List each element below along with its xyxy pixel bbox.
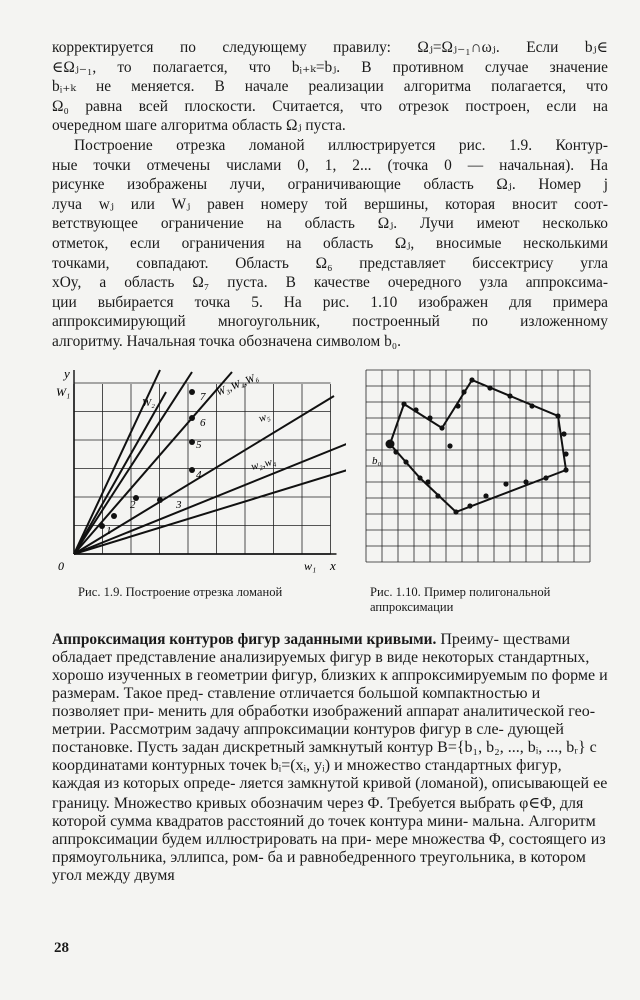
ray-label-w5: w₅ [257,409,272,425]
text-line: близких к аппроксимируемым по форме и размерам. Такое пред- [52,666,608,702]
text-line: луча wⱼ или Wⱼ равен номеру той вершины, которая вносит соот- [52,195,608,213]
text-line: для которой сумма квадратов расстояний до точек контура мини- [52,794,584,830]
text-line: ществами обладает представление анализируемых фигур в виде [52,630,571,666]
ray-label-w2: w₂,w₄ [249,454,278,473]
contour-point [189,415,195,421]
text-line: аппроксимирующий многоугольник, построенный по изложенному [52,313,608,331]
text-line: корректируется по следующему правилу: Ωⱼ=Ωⱼ₋₁∩ωⱼ. Если bⱼ∈ [52,39,608,56]
start-point-marker [386,439,395,448]
contour-point [487,385,492,390]
figure-1-10-diagram [360,366,608,576]
text-line: ба и равнобедренного треугольника, в котором угол между двумя [52,848,586,884]
page-content [52,38,608,901]
contour-point [189,389,195,395]
contour-point [189,467,195,473]
text-line: мере множества Φ, состоящего из прямоугольника, эллипса, ром- [52,830,606,866]
contour-point [417,475,422,480]
section-title-tail: Преиму- [440,630,499,648]
point-label-7: 7 [200,390,206,403]
contour-point [543,475,548,480]
ray-line [74,438,346,554]
contour-point [503,481,508,486]
ray-line [74,372,192,554]
ray-label-W2: W₂ [142,396,155,409]
point-label-2: 2 [130,498,136,511]
figure-1-10-grid [366,370,590,562]
contour-point [157,497,163,503]
contour-point [467,503,472,508]
contour-point [561,431,566,436]
text-line: ные точки отмечены числами 0, 1, 2... (точка 0 — начальная). На [52,156,608,174]
contour-point [413,407,418,412]
figure-1-9-rays [74,370,346,554]
contour-point [453,509,458,514]
point-label-5: 5 [196,438,202,451]
contour-point [403,459,408,464]
text-line: Построение отрезка ломаной иллюстрируется рис. 1.9. Контур- [74,136,608,154]
text-line: yᵢ) и множество стандартных фигур, каждая из которых опреде- [52,756,562,792]
page-number: 28 [54,940,69,956]
w1-x-label: w₁ [304,558,317,573]
point-label-3: 3 [176,498,182,511]
contour-point [555,413,560,418]
text-line: B={b₁, b₂, ..., bᵢ, ..., bᵣ} с координатами контурных точек bᵢ=(xᵢ, [52,738,597,774]
text-line: ции выбирается точка 5. На рис. 1.10 изображен для примера [52,293,608,311]
contour-point [425,479,430,484]
contour-point [483,493,488,498]
text-line: bᵢ₊ₖ не меняется. В начале реализации алгоритма полагается, что [52,78,608,96]
point-label-4: 4 [196,468,202,481]
paragraph-1 [52,38,608,136]
contour-point [435,493,440,498]
text-line: Множество кривых обозначим через Φ. Требуется выбрать φ∈Φ, [113,794,556,812]
figure-1-10 [360,366,608,615]
contour-point [455,403,460,408]
paragraph-2 [52,136,608,352]
start-point-label: b₀ [372,454,382,467]
text-line: метрии. Рассмотрим задачу аппроксимации контуров фигур в сле- [52,720,504,738]
contour-point [111,513,117,519]
contour-point [439,425,444,430]
figure-1-10-points [386,377,569,514]
contour-point [447,443,452,448]
text-line: ветствующее ограничение на область Ωⱼ. Лучи имеют несколько [52,215,608,233]
text-line: очередном шаге алгоритма область Ωⱼ пуста. [52,117,346,135]
contour-point [563,467,568,472]
contour-point [427,415,432,420]
text-line: отметок, если ограничения на область Ωⱼ, вносимые несколькими [52,234,608,252]
contour-point [393,449,398,454]
figure-1-9-diagram [56,366,346,576]
text-line: дующей постановке. Пусть задан дискретный замкнутый контур [52,720,564,756]
ray-label-W3: W₃,W₄,W₆ [214,370,261,399]
text-line: рисунке изображены лучи, ограничивающие область Ωⱼ. Номер j [52,176,608,194]
contour-point [189,439,195,445]
text-line: Ω₀ равна всей плоскости. Считается, что отрезок построен, если на [52,97,608,115]
text-line: ∈Ωⱼ₋₁, то полагается, что bᵢ₊ₖ=bⱼ. В противном случае значение [52,58,608,76]
contour-point [507,393,512,398]
contour-point [523,479,528,484]
contour-point [401,401,406,406]
text-line: xOy, а область Ω₇ пуста. В качестве очередного узла аппроксима- [52,274,608,292]
text-line: некоторых стандартных, хорошо изученных в геометрии фигур, [52,648,590,684]
axis-x-label: x [330,557,336,573]
figures-row [52,366,608,631]
contour-point [529,403,534,408]
figure-1-10-caption: Рис. 1.10. Пример полигональной аппроксимации [370,584,551,614]
contour-point [461,389,466,394]
figure-1-9 [56,366,346,600]
text-line: ляется замкнутой кривой (ломаной), описывающей ее границу. [52,774,608,812]
text-line: точками, совпадают. Область Ω₆ представляет биссектрису угла [52,254,608,272]
section-title: Аппроксимация контуров фигур заданными кривыми. [52,630,437,648]
contour-point [469,377,474,382]
origin-label: 0 [58,558,64,573]
point-label-6: 6 [200,416,206,429]
contour-point [99,523,105,529]
text-line: менить для обработки изображений аппарат аналитической гео- [158,702,596,720]
point-label-1: 1 [106,524,112,537]
figure-1-9-caption: Рис. 1.9. Построение отрезка ломаной [78,584,283,599]
text-line: мальна. Алгоритм аппроксимации будем иллюстрировать на при- [52,812,596,848]
w1-y-label: W₁ [56,384,71,399]
text-line: ставление отличается большой компактностью и позволяет при- [52,684,541,720]
axis-y-label: y [64,365,70,381]
contour-point [563,451,568,456]
text-line: алгоритму. Начальная точка обозначена символом b₀. [52,332,402,350]
